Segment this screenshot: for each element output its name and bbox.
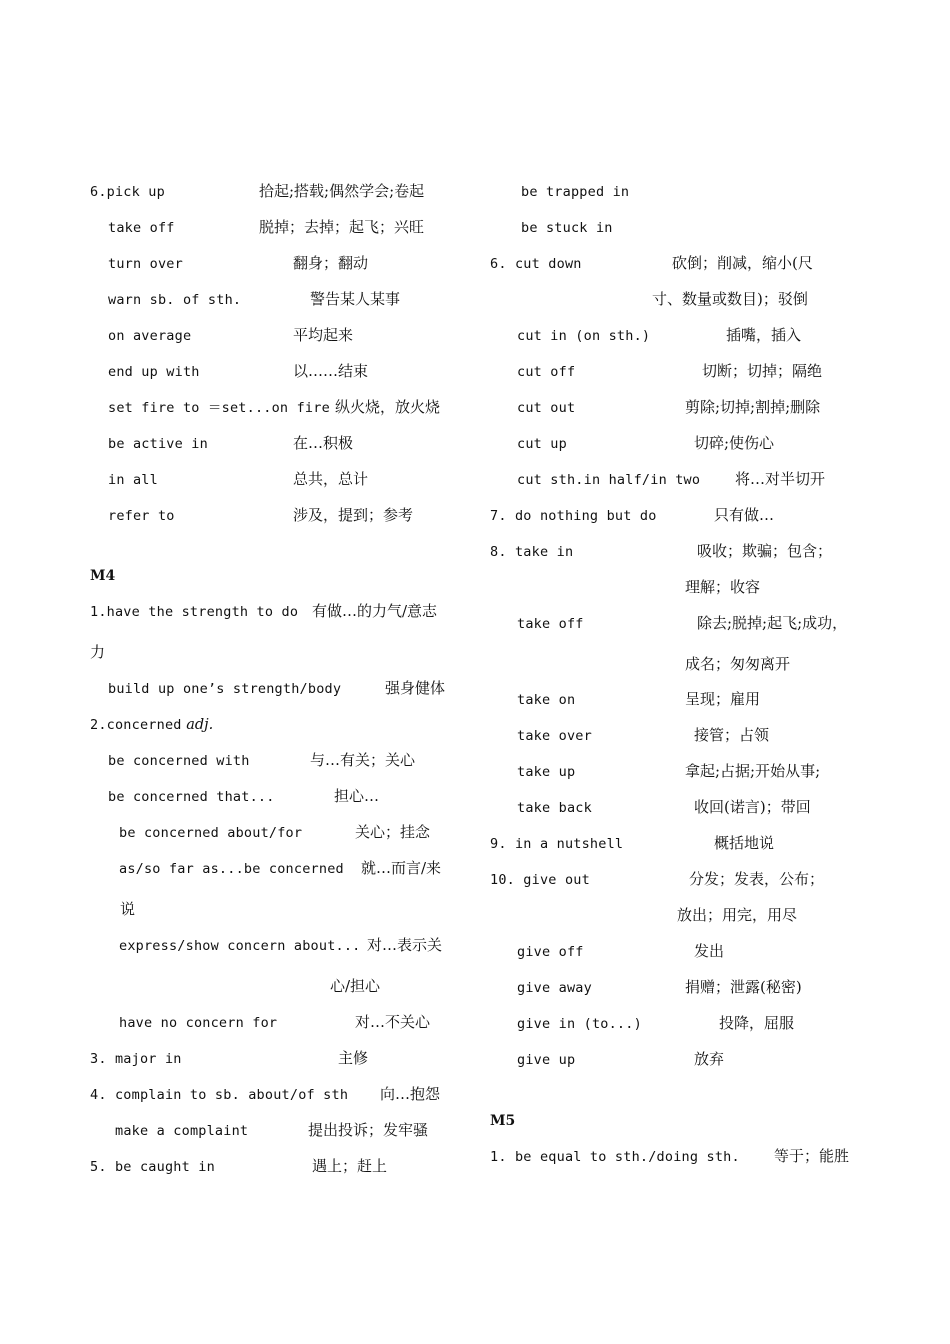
entry-zh: 接管；占领	[694, 726, 770, 744]
entry-en: 1.have the strength to do	[90, 604, 299, 620]
entry-en: build up one’s strength/body	[108, 681, 342, 697]
entry-zh: 与…有关；关心	[310, 751, 416, 769]
entry-en: make a complaint	[115, 1123, 249, 1139]
entry-zh: 捐赠；泄露(秘密)	[685, 978, 802, 996]
entry-en: on average	[108, 328, 192, 344]
entry-en: refer to	[108, 508, 175, 524]
section-heading-m4: M4	[90, 568, 116, 584]
entry-en: give in (to...)	[517, 1016, 642, 1032]
entry-zh: 对…表示关	[367, 936, 443, 954]
entry-en: 4. complain to sb. about/of sth	[90, 1087, 349, 1103]
entry-zh: 投降，屈服	[719, 1014, 795, 1032]
part-of-speech: adj.	[186, 717, 214, 733]
entry-en: be concerned about/for	[119, 825, 303, 841]
entry-zh-continued: 心/担心	[330, 977, 381, 995]
entry-en: take off	[517, 616, 584, 632]
entry-zh: 总共，总计	[293, 470, 369, 488]
entry-zh-continued: 成名；匆匆离开	[685, 655, 791, 673]
entry-en: take on	[517, 692, 576, 708]
entry-zh-continued: 放出；用完，用尽	[677, 906, 798, 924]
entry-en: cut sth.in half/in two	[517, 472, 701, 488]
entry-en: end up with	[108, 364, 200, 380]
entry-en: cut off	[517, 364, 576, 380]
section-heading-m5: M5	[490, 1113, 516, 1129]
entry-zh: 涉及，提到；参考	[293, 506, 414, 524]
entry-zh: 翻身；翻动	[293, 254, 369, 272]
entry-zh-continued: 理解；收容	[685, 578, 761, 596]
entry-zh: 等于；能胜	[774, 1147, 850, 1165]
entry-en: give up	[517, 1052, 576, 1068]
entry-zh: 剪除;切掉;割掉;删除	[685, 398, 821, 416]
entry-zh: 拿起;占据;开始从事;	[685, 762, 821, 780]
entry-en: 7. do nothing but do	[490, 508, 657, 524]
entry-zh: 担心…	[334, 787, 380, 805]
entry-en: give away	[517, 980, 592, 996]
entry-zh-continued: 说	[120, 900, 136, 918]
entry-en: express/show concern about...	[119, 938, 361, 954]
entry-en: be active in	[108, 436, 208, 452]
entry-en: 10. give out	[490, 872, 590, 888]
entry-zh: 插嘴，插入	[726, 326, 802, 344]
entry-headword	[90, 715, 213, 735]
entry-zh-continued: 寸、数量或数目)；驳倒	[652, 290, 808, 308]
entry-en: 6.pick up	[90, 184, 165, 200]
entry-en: cut up	[517, 436, 567, 452]
entry-en: give off	[517, 944, 584, 960]
entry-zh: 有做…的力气/意志	[312, 602, 438, 620]
entry-en: 2.concerned	[90, 717, 182, 733]
entry-zh: 切碎;使伤心	[694, 434, 775, 452]
entry-zh: 纵火烧，放火烧	[335, 398, 441, 416]
entry-zh: 主修	[338, 1049, 369, 1067]
entry-en: in all	[108, 472, 158, 488]
entry-en: 8. take in	[490, 544, 574, 560]
entry-zh: 对…不关心	[355, 1013, 431, 1031]
entry-en: 3. major in	[90, 1051, 182, 1067]
entry-en: cut in (on sth.)	[517, 328, 651, 344]
entry-zh: 拾起;搭载;偶然学会;卷起	[259, 182, 425, 200]
entry-en: as/so far as...be concerned	[119, 861, 344, 877]
entry-en: have no concern for	[119, 1015, 278, 1031]
entry-en: take up	[517, 764, 576, 780]
entry-zh: 概括地说	[714, 834, 775, 852]
entry-zh: 平均起来	[293, 326, 354, 344]
entry-zh: 收回(诺言)；带回	[694, 798, 811, 816]
entry-en: set fire to ＝set...on fire	[108, 400, 330, 416]
entry-zh: 呈现；雇用	[685, 690, 761, 708]
entry-en: warn sb. of sth.	[108, 292, 242, 308]
entry-zh: 向…抱怨	[380, 1085, 441, 1103]
entry-zh: 脱掉；去掉；起飞；兴旺	[259, 218, 425, 236]
entry-en: be trapped in	[521, 184, 630, 200]
entry-en: be stuck in	[521, 220, 613, 236]
entry-zh-continued: 力	[90, 643, 106, 661]
entry-en: take over	[517, 728, 592, 744]
entry-en: take back	[517, 800, 592, 816]
entry-en: 9. in a nutshell	[490, 836, 624, 852]
entry-zh: 警告某人某事	[310, 290, 401, 308]
entry-zh: 提出投诉；发牢骚	[308, 1121, 429, 1139]
entry-zh: 切断；切掉；隔绝	[702, 362, 823, 380]
entry-zh: 就…而言/来	[361, 859, 442, 877]
entry-en: cut out	[517, 400, 576, 416]
entry-zh: 在…积极	[293, 434, 354, 452]
entry-zh: 发出	[694, 942, 725, 960]
entry-en: turn over	[108, 256, 183, 272]
entry-en: take off	[108, 220, 175, 236]
entry-en: be concerned with	[108, 753, 250, 769]
entry-zh: 关心；挂念	[355, 823, 431, 841]
entry-zh: 以……结束	[293, 362, 369, 380]
entry-zh: 除去;脱掉;起飞;成功，	[697, 614, 848, 632]
entry-en: 6. cut down	[490, 256, 582, 272]
entry-zh: 只有做…	[714, 506, 775, 524]
entry-zh: 分发；发表，公布；	[689, 870, 825, 888]
entry-en: 1. be equal to sth./doing sth.	[490, 1149, 740, 1165]
entry-zh: 吸收；欺骗；包含；	[697, 542, 833, 560]
entry-zh: 遇上；赶上	[312, 1157, 388, 1175]
entry-en: 5. be caught in	[90, 1159, 215, 1175]
entry-en: be concerned that...	[108, 789, 275, 805]
entry-zh: 强身健体	[385, 679, 446, 697]
entry-zh: 将…对半切开	[735, 470, 826, 488]
entry-zh: 放弃	[694, 1050, 725, 1068]
entry-zh: 砍倒；削减，缩小(尺	[672, 254, 813, 272]
